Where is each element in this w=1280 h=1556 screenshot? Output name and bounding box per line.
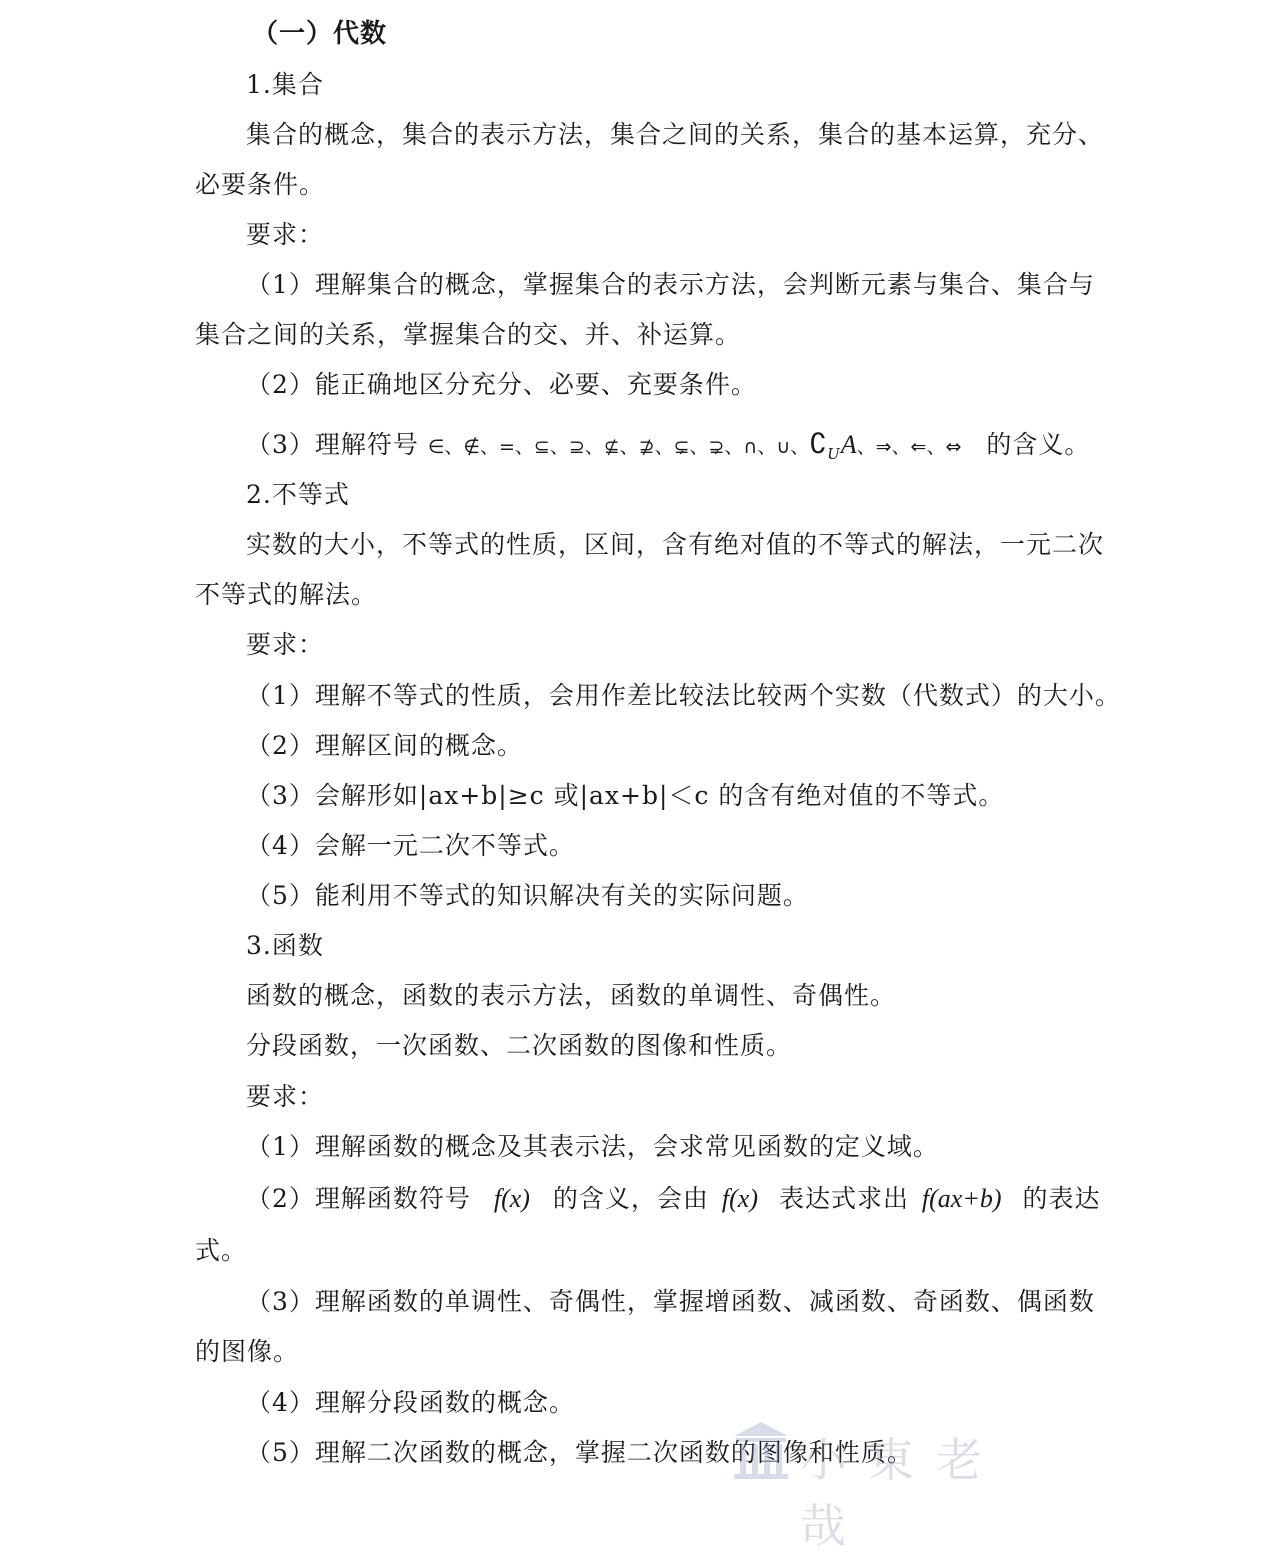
function-notation-faxb: f(ax+b) [921,1184,1002,1213]
part1-req1-line1: （1）理解集合的概念，掌握集合的表示方法，会判断元素与集合、集合与 [246,270,1095,299]
watermark [730,1418,1060,1553]
part3-req2-text-a: （2）理解函数符号 [246,1184,471,1213]
part2-req5: （5）能利用不等式的知识解决有关的实际问题。 [246,881,809,910]
part1-req2: （2）能正确地区分充分、必要、充要条件。 [246,370,757,399]
function-notation-fx-2: f(x) [721,1184,758,1213]
part2-title: 2.不等式 [246,480,350,509]
logic-symbols-list: 、⇒、⇐、⇔ [856,436,962,458]
part3-req1: （1）理解函数的概念及其表示法，会求常见函数的定义域。 [246,1132,939,1161]
part2-req3: （3）会解形如|ax+b|≥c 或|ax+b|＜c 的含有绝对值的不等式。 [246,781,1005,810]
complement-set-var: A [840,430,857,459]
part1-req3-prefix: （3）理解符号 [246,430,419,459]
part3-req2-text-c: 表达式求出 [778,1184,909,1213]
part2-requirements-label: 要求： [246,630,325,659]
part2-req4: （4）会解一元二次不等式。 [246,831,575,860]
part3-req5: （5）理解二次函数的概念，掌握二次函数的图像和性质。 [246,1438,913,1467]
part3-req4: （4）理解分段函数的概念。 [246,1388,575,1417]
part3-title: 3.函数 [246,931,324,960]
set-symbols-list: ∈、∉、=、⊆、⊇、⊈、⊉、⊊、⊋、∩、∪、 [427,436,810,458]
function-notation-fx: f(x) [493,1184,530,1213]
complement-symbol: ∁ [809,427,828,460]
part3-req2-text-b: 的含义，会由 [552,1184,709,1213]
part3-req3-line2: 的图像。 [195,1337,300,1366]
building-icon [730,1418,792,1480]
part2-req2: （2）理解区间的概念。 [246,731,523,760]
watermark-glyphs: 小東老哉 [800,1433,1004,1553]
part1-requirements-label: 要求： [246,220,325,249]
part1-req3-suffix: 的含义。 [986,430,1091,459]
part3-intro-line2: 分段函数，一次函数、二次函数的图像和性质。 [246,1031,793,1060]
part1-intro-line2: 必要条件。 [195,170,326,199]
part1-req3 [246,427,1146,465]
part1-title: 1.集合 [246,70,324,99]
part3-req2-text-d: 的表达 [1022,1184,1101,1213]
part2-intro-line1: 实数的大小，不等式的性质，区间，含有绝对值的不等式的解法，一元二次 [246,530,1105,559]
part1-req1-line2: 集合之间的关系，掌握集合的交、并、补运算。 [195,320,742,349]
part1-intro-line1: 集合的概念，集合的表示方法，集合之间的关系，集合的基本运算，充分、 [246,120,1105,149]
part2-req1: （1）理解不等式的性质，会用作差比较法比较两个实数（代数式）的大小。 [246,681,1121,710]
complement-subscript: U [827,445,841,463]
part3-req2 [246,1182,1146,1216]
part3-requirements-label: 要求： [246,1082,325,1111]
part3-intro-line1: 函数的概念，函数的表示方法，函数的单调性、奇偶性。 [246,981,897,1010]
section-heading: （一）代数 [252,19,388,49]
part2-intro-line2: 不等式的解法。 [195,580,378,609]
part3-req3-line1: （3）理解函数的单调性、奇偶性，掌握增函数、减函数、奇函数、偶函数 [246,1287,1095,1316]
part3-req2-line2: 式。 [195,1236,248,1265]
